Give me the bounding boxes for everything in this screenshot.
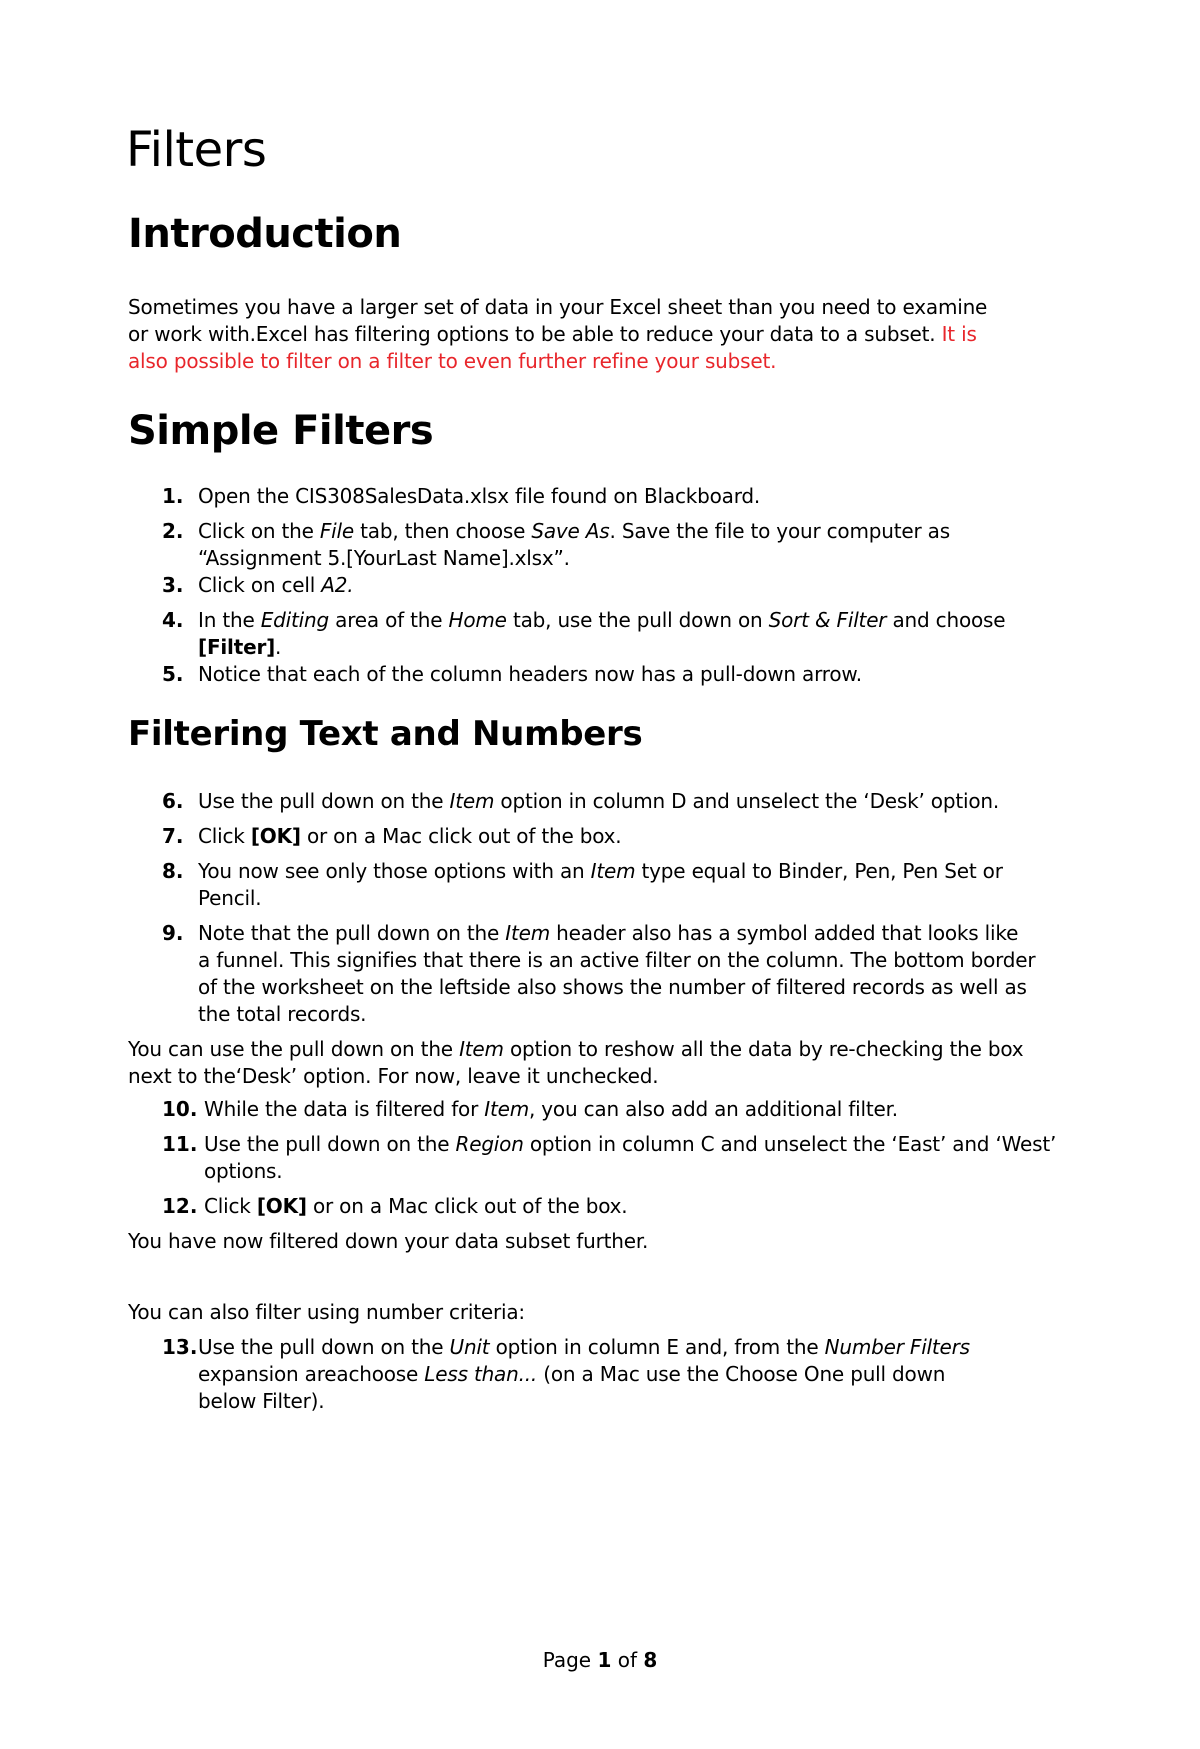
list-item: 9. Note that the pull down on the Item header also has a symbol added that looks like a funnel. This signifies that there is an active filter on the column. The bottom border of the worksheet on the leftside also shows the number of filtered records as well as the total records. (162, 921, 1036, 1026)
page-footer: Page 1 of 8 (542, 1648, 658, 1672)
intro-paragraph (128, 294, 1068, 375)
filtered-paragraph: You have now filtered down your data subset further. (128, 1229, 649, 1253)
list-item: 10. While the data is filtered for Item, you can also add an additional filter. (162, 1097, 898, 1121)
list-item: 7. Click [OK] or on a Mac click out of the box. (162, 824, 622, 848)
list-item: 2. Click on the File tab, then choose Save As. Save the file to your computer as “Assignment 5.[YourLast Name].xlsx”. (162, 519, 950, 570)
page-number: 1 (597, 1648, 612, 1672)
list-item: 5. Notice that each of the column headers now has a pull-down arrow. (162, 662, 862, 686)
list-item: 4. In the Editing area of the Home tab, use the pull down on Sort & Filter and choose [Filter]. (162, 608, 1006, 659)
filtering-steps-a (128, 788, 1068, 1028)
page-title: Filters (126, 122, 267, 178)
number-criteria-paragraph: You can also filter using number criteria: (128, 1300, 525, 1324)
heading-filtering-text-numbers: Filtering Text and Numbers (128, 714, 643, 754)
list-item: 1. Open the CIS308SalesData.xlsx file found on Blackboard. (162, 484, 761, 508)
heading-introduction: Introduction (128, 211, 402, 257)
list-item: 11. Use the pull down on the Region option in column C and unselect the ‘East’ and ‘West’ options. (162, 1132, 1057, 1183)
intro-line-2: or work with.Excel has filtering options to be able to reduce your data to a subset. (128, 322, 942, 346)
heading-simple-filters: Simple Filters (128, 408, 434, 454)
intro-line-1: Sometimes you have a larger set of data in your Excel sheet than you need to examine (128, 295, 988, 319)
filtering-step-13 (128, 1334, 1068, 1415)
list-item: 3. Click on cell A2. (162, 573, 354, 597)
list-item: 6. Use the pull down on the Item option in column D and unselect the ‘Desk’ option. (162, 789, 1000, 813)
intro-line-2-red: It is (941, 322, 977, 346)
intro-line-3-red: also possible to filter on a filter to even further refine your subset. (128, 349, 777, 373)
list-item: 13. Use the pull down on the Unit option in column E and, from the Number Filters expansion areachoose Less than... (on a Mac use the Choose One pull down below Filter). (162, 1335, 970, 1413)
page-total: 8 (643, 1648, 658, 1672)
reshow-paragraph: You can use the pull down on the Item option to reshow all the data by re-checking the box next to the‘Desk’ option. For now, leave it unchecked. (128, 1037, 1024, 1088)
filtering-steps-b (128, 1096, 1068, 1220)
list-item: 12. Click [OK] or on a Mac click out of the box. (162, 1194, 628, 1218)
list-item: 8. You now see only those options with an Item type equal to Binder, Pen, Pen Set or Pencil. (162, 859, 1003, 910)
simple-filters-steps (128, 483, 1068, 688)
document-content (128, 116, 1068, 1415)
